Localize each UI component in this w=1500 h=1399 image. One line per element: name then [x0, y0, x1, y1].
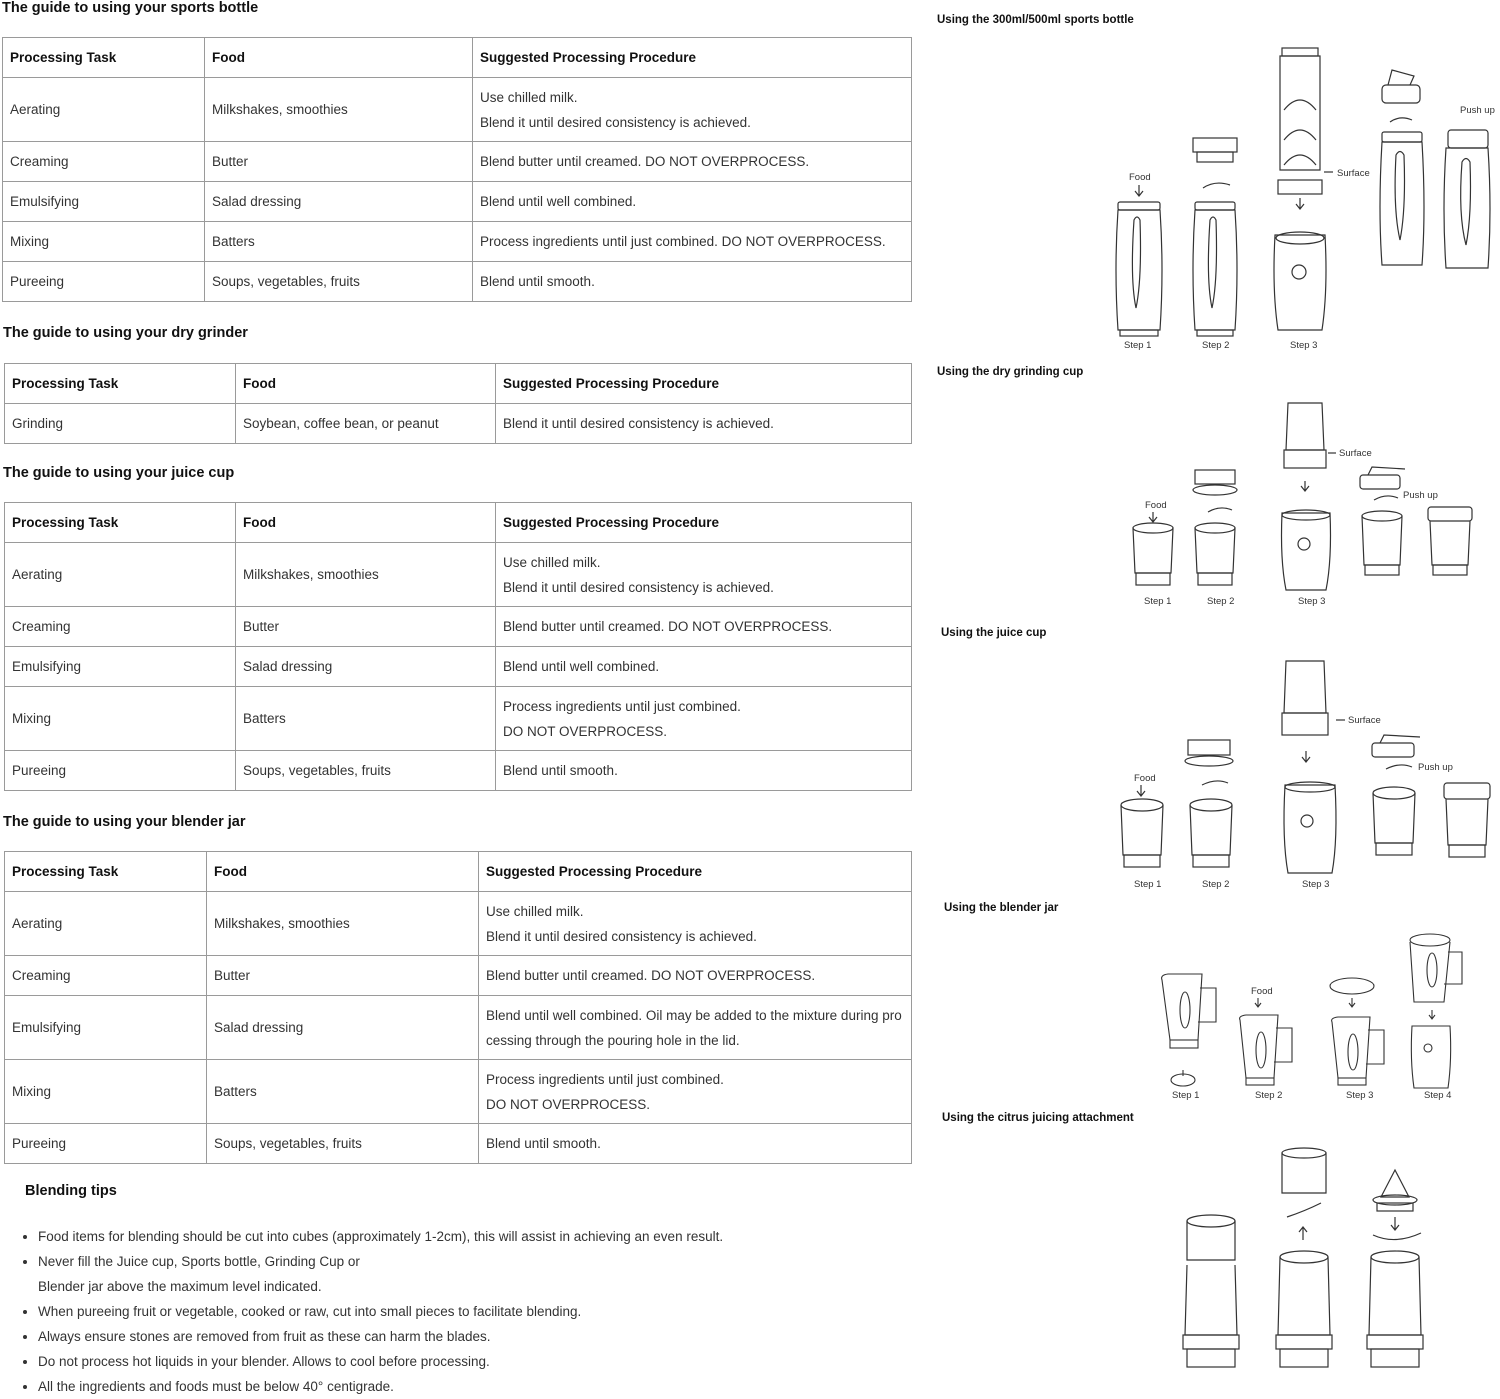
flip-lid-icon — [1360, 467, 1405, 489]
sports-bottle-guide-table — [2, 37, 912, 302]
food-label: Food — [1251, 986, 1273, 997]
step-label: Step 1 — [1172, 1090, 1200, 1101]
juicer-cup-icon — [1282, 1148, 1326, 1193]
rotate-arrow-icon — [1203, 183, 1230, 188]
procedure-cell — [473, 78, 912, 142]
down-arrow-icon — [1301, 481, 1309, 491]
blending-tips-title: Blending tips — [25, 1183, 117, 1199]
down-arrow-icon — [1302, 751, 1310, 762]
step-label: Step 3 — [1346, 1090, 1374, 1101]
procedure-cell: Blend until smooth. — [496, 751, 912, 791]
procedure-line: Blend it until desired consistency is achieved. — [486, 928, 757, 944]
food-cell: Milkshakes, smoothies — [205, 78, 473, 142]
push-up-label: Push up — [1418, 762, 1453, 773]
step-label: Step 1 — [1124, 340, 1152, 351]
jar-lid-icon — [1330, 978, 1374, 994]
blender-jar-figure-caption: Using the blender jar — [944, 902, 1059, 914]
step-label: Step 1 — [1134, 879, 1162, 890]
header-procedure: Suggested Processing Procedure — [496, 503, 912, 543]
step-label: Step 3 — [1290, 340, 1318, 351]
down-arrow-icon — [1137, 785, 1145, 796]
down-arrow-icon — [1429, 1010, 1435, 1019]
juice-cup-illustration — [1110, 655, 1500, 890]
task-cell: Creaming — [5, 607, 236, 647]
rotate-arrow-icon — [1386, 765, 1412, 769]
table-header-row — [5, 852, 912, 892]
push-up-label: Push up — [1460, 105, 1495, 116]
grinding-cup-icon — [1195, 523, 1235, 585]
step-label: Step 2 — [1202, 879, 1230, 890]
procedure-cell: Blend it until desired consistency is achieved. — [496, 404, 912, 444]
food-cell: Soups, vegetables, fruits — [207, 1124, 479, 1164]
procedure-line: DO NOT OVERPROCESS. — [503, 723, 668, 739]
dry-grinding-figure-caption: Using the dry grinding cup — [937, 366, 1084, 378]
rotate-arrow-icon — [1374, 496, 1398, 500]
blade-base-icon — [1171, 1070, 1195, 1086]
table-row — [5, 607, 912, 647]
procedure-cell — [496, 543, 912, 607]
procedure-line: Blend it until desired consistency is achieved. — [503, 579, 774, 595]
procedure-cell: Blend butter until creamed. DO NOT OVERPROCESS. — [496, 607, 912, 647]
procedure-cell: Blend butter until creamed. DO NOT OVERPROCESS. — [479, 956, 912, 996]
food-label: Food — [1145, 500, 1167, 511]
header-processing-task: Processing Task — [3, 38, 205, 78]
task-cell: Emulsifying — [3, 182, 205, 222]
tip-item — [38, 1224, 758, 1249]
blender-jar-guide-table — [4, 851, 912, 1164]
flip-lid-icon — [1372, 735, 1420, 757]
juice-cup-guide-table — [4, 502, 912, 791]
surface-label: Surface — [1339, 448, 1372, 459]
table-header-row — [5, 503, 912, 543]
inverted-cup-icon — [1284, 403, 1326, 468]
down-arrow-icon — [1135, 185, 1143, 196]
blender-jar-illustration — [1150, 930, 1470, 1105]
surface-label: Surface — [1348, 715, 1381, 726]
step-label: Step 3 — [1302, 879, 1330, 890]
motor-base-icon — [1284, 782, 1336, 873]
header-procedure: Suggested Processing Procedure — [479, 852, 912, 892]
tip-item — [38, 1249, 758, 1299]
table-row — [3, 142, 912, 182]
inverted-bottle-icon — [1278, 48, 1322, 194]
header-food: Food — [207, 852, 479, 892]
rotate-arrow-icon — [1373, 1233, 1421, 1240]
table-row — [5, 1124, 912, 1164]
procedure-cell — [479, 996, 912, 1060]
table-row — [5, 1060, 912, 1124]
task-cell: Emulsifying — [5, 996, 207, 1060]
procedure-cell — [496, 687, 912, 751]
task-cell: Emulsifying — [5, 647, 236, 687]
header-processing-task: Processing Task — [5, 364, 236, 404]
task-cell: Creaming — [5, 956, 207, 996]
blender-jar-icon — [1410, 934, 1462, 1002]
table-row — [3, 182, 912, 222]
procedure-cell: Blend until well combined. — [473, 182, 912, 222]
task-cell: Mixing — [5, 1060, 207, 1124]
task-cell: Grinding — [5, 404, 236, 444]
step-label: Step 4 — [1424, 1090, 1452, 1101]
food-cell: Batters — [236, 687, 496, 751]
procedure-cell: Blend until smooth. — [473, 262, 912, 302]
task-cell: Pureeing — [5, 1124, 207, 1164]
down-arrow-icon — [1296, 198, 1304, 209]
blade-assembly-icon — [1193, 138, 1237, 162]
rotate-arrow-icon — [1208, 508, 1232, 512]
procedure-line: Use chilled milk. — [486, 903, 584, 919]
grinding-cup-icon — [1362, 511, 1402, 575]
table-row — [5, 996, 912, 1060]
citrus-reamer-icon — [1373, 1170, 1417, 1211]
food-cell: Salad dressing — [236, 647, 496, 687]
procedure-line: Process ingredients until just combined. — [486, 1071, 724, 1087]
blade-assembly-icon — [1185, 740, 1233, 766]
bottle-icon — [1116, 202, 1162, 336]
motor-base-icon — [1274, 232, 1326, 330]
down-arrow-icon — [1255, 998, 1261, 1007]
juice-cup-figure-caption: Using the juice cup — [941, 627, 1047, 639]
table-row — [3, 78, 912, 142]
procedure-line: Blend until well combined. Oil may be added to the mixture during pro — [486, 1007, 902, 1023]
tip-text: Always ensure stones are removed from fruit as these can harm the blades. — [38, 1329, 491, 1344]
food-cell: Milkshakes, smoothies — [236, 543, 496, 607]
task-cell: Mixing — [5, 687, 236, 751]
step-label: Step 1 — [1144, 596, 1172, 607]
citrus-figure-caption: Using the citrus juicing attachment — [942, 1112, 1134, 1124]
tip-item — [38, 1374, 758, 1399]
food-cell: Butter — [205, 142, 473, 182]
juicer-base-icon — [1276, 1251, 1332, 1367]
table-row — [5, 647, 912, 687]
task-cell: Pureeing — [3, 262, 205, 302]
tip-text: Food items for blending should be cut into cubes (approximately 1-2cm), this will assist in achieving an even result. — [38, 1229, 724, 1244]
assembled-juicer-icon — [1183, 1215, 1239, 1367]
blade-assembly-icon — [1193, 470, 1237, 495]
flip-lid-icon — [1382, 70, 1420, 103]
header-processing-task: Processing Task — [5, 503, 236, 543]
procedure-line: DO NOT OVERPROCESS. — [486, 1096, 651, 1112]
rotate-arrow-icon — [1390, 118, 1412, 122]
dry-grinding-illustration — [1120, 395, 1500, 610]
task-cell: Aerating — [3, 78, 205, 142]
tip-text: When pureeing fruit or vegetable, cooked or raw, cut into small pieces to facilitate blending. — [38, 1304, 582, 1319]
food-cell: Salad dressing — [207, 996, 479, 1060]
grinding-cup-icon — [1133, 523, 1173, 585]
tip-text: All the ingredients and foods must be below 40° centigrade. — [38, 1379, 394, 1394]
procedure-cell: Blend until smooth. — [479, 1124, 912, 1164]
juice-cup-guide-title: The guide to using your juice cup — [3, 465, 235, 481]
juice-cup-icon — [1373, 787, 1415, 855]
blending-tips-list — [20, 1224, 758, 1399]
food-cell: Butter — [236, 607, 496, 647]
procedure-line: Use chilled milk. — [480, 89, 578, 105]
step-label: Step 3 — [1298, 596, 1326, 607]
rotate-arrow-icon — [1287, 1203, 1321, 1217]
table-row — [5, 543, 912, 607]
sports-bottle-figure-caption: Using the 300ml/500ml sports bottle — [937, 14, 1134, 26]
dry-grinder-guide-title: The guide to using your dry grinder — [3, 325, 248, 341]
juice-cup-icon — [1190, 799, 1232, 867]
cup-with-lid-icon — [1444, 783, 1490, 857]
table-row — [5, 956, 912, 996]
blender-jar-icon — [1332, 1017, 1384, 1085]
table-row — [3, 262, 912, 302]
header-procedure: Suggested Processing Procedure — [473, 38, 912, 78]
table-row — [5, 892, 912, 956]
task-cell: Pureeing — [5, 751, 236, 791]
header-food: Food — [236, 364, 496, 404]
tip-item — [38, 1324, 758, 1349]
sports-bottle-illustration — [1100, 40, 1500, 355]
header-processing-task: Processing Task — [5, 852, 207, 892]
blender-jar-icon — [1162, 974, 1216, 1048]
procedure-cell — [479, 1060, 912, 1124]
procedure-cell: Blend until well combined. — [496, 647, 912, 687]
bottle-icon — [1380, 132, 1424, 265]
table-row — [5, 687, 912, 751]
citrus-juicing-illustration — [1175, 1145, 1445, 1375]
table-row — [3, 222, 912, 262]
push-up-label: Push up — [1403, 490, 1438, 501]
task-cell: Aerating — [5, 543, 236, 607]
tip-item — [38, 1349, 758, 1374]
motor-base-icon — [1411, 1026, 1450, 1088]
food-cell: Soups, vegetables, fruits — [236, 751, 496, 791]
procedure-cell: Process ingredients until just combined. DO NOT OVERPROCESS. — [473, 222, 912, 262]
cup-with-lid-icon — [1428, 507, 1472, 575]
food-cell: Batters — [207, 1060, 479, 1124]
inverted-cup-icon — [1282, 661, 1328, 735]
food-cell: Milkshakes, smoothies — [207, 892, 479, 956]
header-procedure: Suggested Processing Procedure — [496, 364, 912, 404]
tip-item — [38, 1299, 758, 1324]
food-cell: Soybean, coffee bean, or peanut — [236, 404, 496, 444]
down-arrow-icon — [1349, 998, 1355, 1007]
table-row — [5, 404, 912, 444]
table-header-row — [3, 38, 912, 78]
procedure-line: cessing through the pouring hole in the lid. — [486, 1032, 740, 1048]
procedure-cell: Blend butter until creamed. DO NOT OVERPROCESS. — [473, 142, 912, 182]
task-cell: Mixing — [3, 222, 205, 262]
step-label: Step 2 — [1207, 596, 1235, 607]
procedure-line: Blend it until desired consistency is achieved. — [480, 114, 751, 130]
table-row — [5, 751, 912, 791]
food-cell: Salad dressing — [205, 182, 473, 222]
food-cell: Butter — [207, 956, 479, 996]
table-header-row — [5, 364, 912, 404]
bottle-with-lid-icon — [1444, 130, 1490, 268]
task-cell: Creaming — [3, 142, 205, 182]
surface-label: Surface — [1337, 168, 1370, 179]
sports-bottle-guide-title: The guide to using your sports bottle — [2, 0, 259, 16]
procedure-line: Process ingredients until just combined. — [503, 698, 741, 714]
bottle-icon — [1193, 202, 1237, 336]
tip-text: Do not process hot liquids in your blender. Allows to cool before processing. — [38, 1354, 490, 1369]
step-label: Step 2 — [1255, 1090, 1283, 1101]
tip-text: Blender jar above the maximum level indicated. — [38, 1279, 322, 1294]
food-label: Food — [1129, 172, 1151, 183]
food-label: Food — [1134, 773, 1156, 784]
blender-jar-icon — [1240, 1015, 1292, 1085]
food-cell: Soups, vegetables, fruits — [205, 262, 473, 302]
dry-grinder-guide-table — [4, 363, 912, 444]
up-arrow-icon — [1299, 1227, 1307, 1240]
juicer-base-icon — [1367, 1251, 1423, 1367]
header-food: Food — [236, 503, 496, 543]
blender-jar-guide-title: The guide to using your blender jar — [3, 814, 246, 830]
header-food: Food — [205, 38, 473, 78]
down-arrow-icon — [1391, 1217, 1399, 1230]
step-label: Step 2 — [1202, 340, 1230, 351]
task-cell: Aerating — [5, 892, 207, 956]
motor-base-icon — [1282, 510, 1331, 590]
procedure-line: Use chilled milk. — [503, 554, 601, 570]
down-arrow-icon — [1149, 512, 1157, 522]
food-cell: Batters — [205, 222, 473, 262]
juice-cup-icon — [1121, 799, 1163, 867]
procedure-cell — [479, 892, 912, 956]
rotate-arrow-icon — [1202, 781, 1228, 785]
tip-text: • Never fill the Juice cup, Sports bottle, Grinding Cup or — [38, 1254, 360, 1269]
